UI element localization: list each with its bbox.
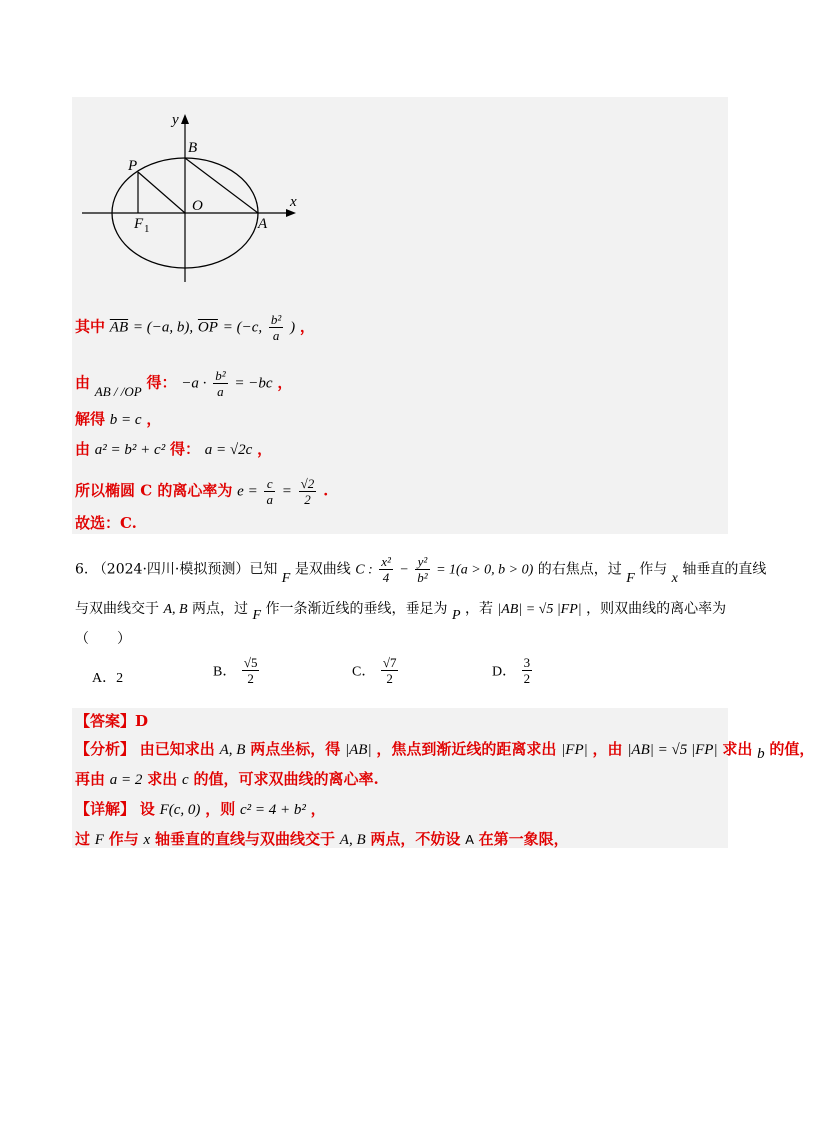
x-axis-arrow [286,209,296,217]
question-6-paren: （ ） [75,631,131,647]
ellipse-figure [80,110,310,290]
solution-line-vectors: 其中 $\overline{AB} = (-a$, b), $\overline{OP} = (-c$, $\frac{\text{b²}}{a}$ ) ， [75,312,315,343]
solution-line-eccentricity: 所以椭圆 C 的离心率为 e = $\frac{c}{a}$ = $\frac{√2}{2}$ . [75,476,329,507]
label-A: A [258,216,268,232]
question-6-line-2: 与双曲线交于 A, B 两点，过 F 作一条渐近线的垂线，垂足为 P ，若 |AB| = √5 |FP| ，则双曲线的离心率为 [75,601,727,623]
label-x: x [290,194,297,210]
label-F-sub: 1 [144,223,150,235]
solution-line-solve: 解得 b = c ， [75,410,162,428]
analysis-line-2: 再由 a = 2 求出 c 的值，可求双曲线的离心率. [75,770,379,788]
option-C[interactable]: C． $\frac{√7}{2}$ [352,655,397,686]
label-B: B [188,140,198,156]
label-P: P [128,158,138,174]
segment-PO [138,172,185,213]
y-axis-arrow [181,114,189,124]
solution-line-choice: 故选：C. [75,514,137,532]
question-6-line-1: 6. （2024·四川·模拟预测）已知 F 是双曲线 C : $\frac{\text{x²}}{4}$ − $\frac{\text{y²}}{\text{b²}}$ = 1(a > 0, b > 0) 的右焦点，过 F 作与 x 轴垂直的直线 [75,554,767,586]
option-A[interactable]: A．2 [92,671,124,686]
answer-line: 【答案】D [75,712,149,730]
label-y: y [172,112,179,128]
detail-line-1: 【详解】 设 F(c, 0) ，则 c² = 4 + b² ， [75,800,326,818]
option-D[interactable]: D． $\frac{3}{2}$ [492,655,531,686]
detail-line-2: 过 F 作与 x 轴垂直的直线与双曲线交于 A, B 两点，不妨设 A 在第一象限， [75,830,569,848]
solution-line-parallel: 由 AB / /OP 得： −a · $\frac{\text{b²}}{a}$ = −bc ， [75,368,293,399]
solution-line-relation: 由 a² = b² + c² 得： a = √2c ， [75,440,273,458]
label-F: F [134,216,144,232]
label-O: O [192,198,203,214]
option-B[interactable]: B． $\frac{√5}{2}$ [213,655,258,686]
analysis-line-1: 【分析】 由已知求出 A, B 两点坐标，得 |AB| ，焦点到渐近线的距离求出 |FP| ，由 |AB| = √5 |FP| 求出 b 的值， [75,740,814,762]
